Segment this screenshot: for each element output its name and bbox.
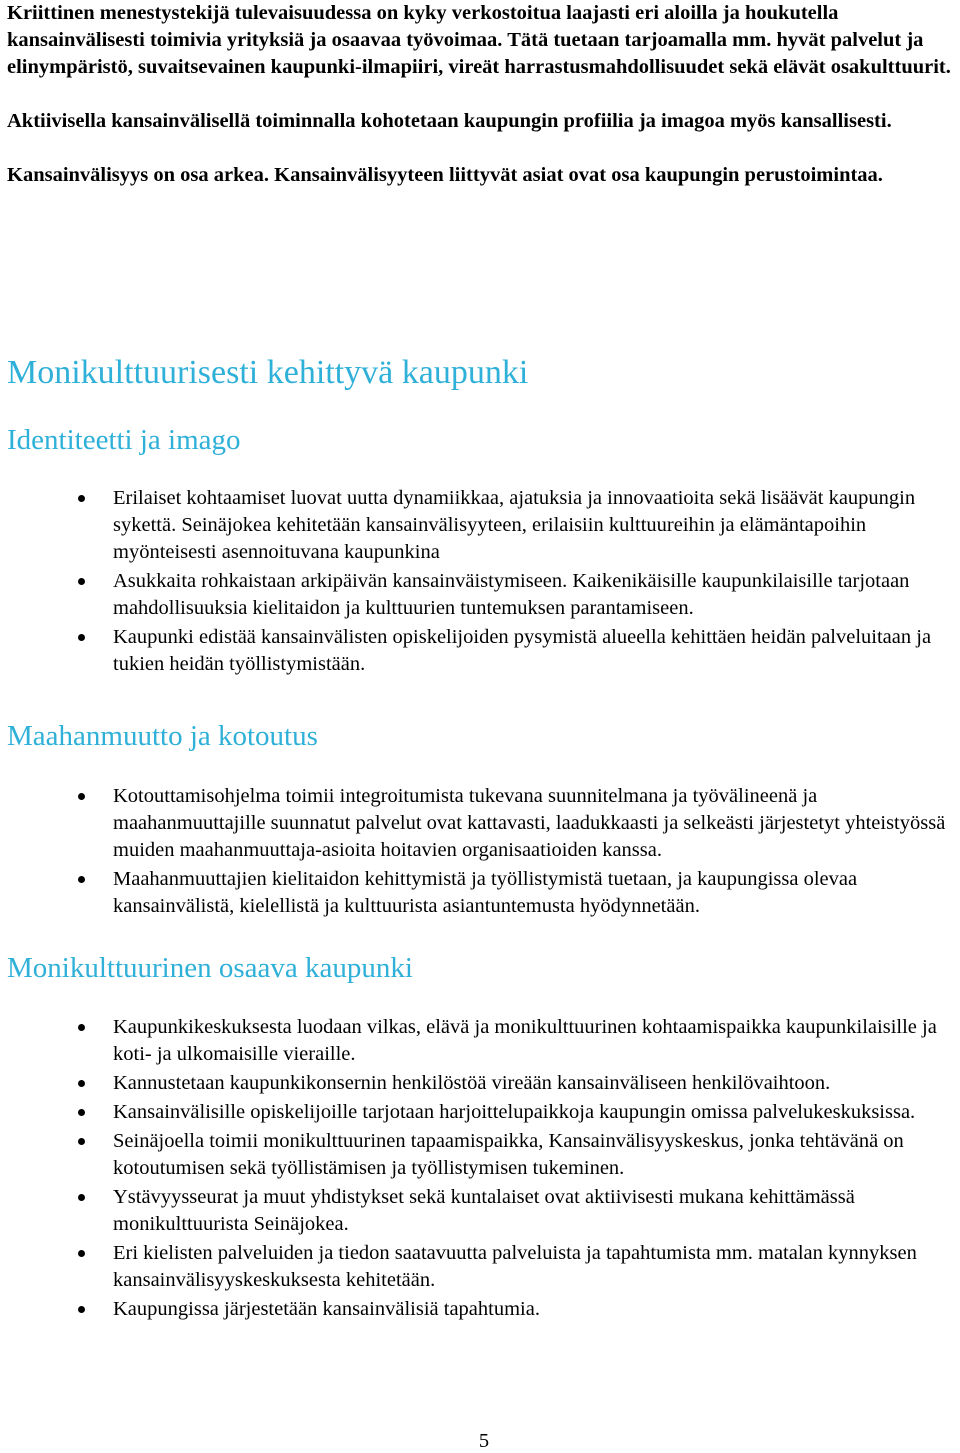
intro-text [7,0,957,216]
list-item [0,485,958,566]
list-item [0,624,958,678]
main-title: Monikulttuurisesti kehittyvä kaupunki [7,354,529,391]
bullet-list-identity [0,485,958,680]
section-heading-identity: Identiteetti ja imago [7,424,241,456]
bullet-icon [78,1306,85,1313]
list-item [0,568,958,622]
list-item-text: Erilaiset kohtaamiset luovat uutta dynamiikkaa, ajatuksia ja innovaatioita sekä lisäävät kaupungin sykettä. Seinäjokea kehitetään kansainvälisyyteen, erilaisiin kulttuureihin ja elämäntapoihin myönteisesti asennoituvana kaupunkina [113,487,916,563]
list-item [0,1070,958,1097]
bullet-icon [78,578,85,585]
list-item [0,783,958,864]
list-item-text: Kaupungissa järjestetään kansainvälisiä tapahtumia. [113,1298,540,1320]
list-item [0,1014,958,1068]
section-heading-skilled: Monikulttuurinen osaava kaupunki [7,952,413,984]
intro-paragraph-1-line-2: kansainvälisesti toimivia yrityksiä ja osaavaa työvoimaa. Tätä tuetaan tarjoamalla mm. hyvät palvelut ja elinympäristö, suvaitsevainen kaupunki-ilmapiiri, vireät harrastusmahdollisuudet sekä elävät osakulttuurit. [7,29,951,78]
list-item [0,1099,958,1126]
bullet-list-skilled [0,1014,958,1325]
bullet-list-migration [0,783,958,922]
list-item [0,1240,958,1294]
list-item [0,1184,958,1238]
list-item-text: Maahanmuuttajien kielitaidon kehittymistä ja työllistymistä tuetaan, ja kaupungissa olevaa kansainvälistä, kielellistä ja kulttuurista asiantuntemusta hyödynnetään. [113,868,858,917]
list-item-text: Kannustetaan kaupunkikonsernin henkilöstöä vireään kansainväliseen henkilövaihtoon. [113,1072,831,1094]
bullet-icon [78,1109,85,1116]
list-item-text: Kaupunkikeskuksesta luodaan vilkas, elävä ja monikulttuurinen kohtaamispaikka kaupunkilaisille ja koti- ja ulkomaisille vieraille. [113,1016,937,1065]
list-item-text: Kotouttamisohjelma toimii integroitumista tukevana suunnitelmana ja työvälineenä ja maahanmuuttajille suunnatut palvelut ovat kattavasti, laadukkaasti ja selkeästi järjestetyt yhteistyössä muiden maahanmuuttaja-asioita hoitavien organisaatioiden kanssa. [113,785,946,861]
list-item [0,1128,958,1182]
bullet-icon [78,634,85,641]
list-item-text: Seinäjoella toimii monikulttuurinen tapaamispaikka, Kansainvälisyyskeskus, jonka tehtävänä on kotoutumisen sekä työllistämisen ja työllistymisen tukeminen. [113,1130,904,1179]
list-item-text: Ystävyysseurat ja muut yhdistykset sekä kuntalaiset ovat aktiivisesti mukana kehittämässä monikulttuurista Seinäjokea. [113,1186,855,1235]
list-item [0,1296,958,1323]
bullet-icon [78,1080,85,1087]
bullet-icon [78,876,85,883]
intro-paragraph-1 [7,0,957,81]
list-item-text: Kansainvälisille opiskelijoille tarjotaan harjoittelupaikkoja kaupungin omissa palvelukeskuksissa. [113,1101,916,1123]
bullet-icon [78,1024,85,1031]
intro-paragraph-1-line-1: Kriittinen menestystekijä tulevaisuudessa on kyky verkostoitua laajasti eri aloilla ja houkutella [7,2,839,24]
list-item-text: Kaupunki edistää kansainvälisten opiskelijoiden pysymistä alueella kehittäen heidän palveluitaan ja tukien heidän työllistymistään. [113,626,932,675]
intro-paragraph-2: Aktiivisella kansainvälisellä toiminnalla kohotetaan kaupungin profiilia ja imagoa myös kansallisesti. [7,110,892,132]
intro-paragraph-3: Kansainvälisyys on osa arkea. Kansainvälisyyteen liittyvät asiat ovat osa kaupungin perustoimintaa. [7,164,883,186]
bullet-icon [78,495,85,502]
bullet-icon [78,1194,85,1201]
list-item [0,866,958,920]
list-item-text: Eri kielisten palveluiden ja tiedon saatavuutta palveluista ja tapahtumista mm. matalan kynnyksen kansainvälisyyskeskuksesta kehitetään. [113,1242,917,1291]
list-item-text: Asukkaita rohkaistaan arkipäivän kansainväistymiseen. Kaikenikäisille kaupunkilaisille tarjotaan mahdollisuuksia kielitaidon ja kulttuurien tuntemuksen parantamiseen. [113,570,910,619]
page-number: 5 [478,1430,490,1452]
bullet-icon [78,1138,85,1145]
section-heading-migration: Maahanmuutto ja kotoutus [7,720,318,752]
bullet-icon [78,1250,85,1257]
bullet-icon [78,793,85,800]
